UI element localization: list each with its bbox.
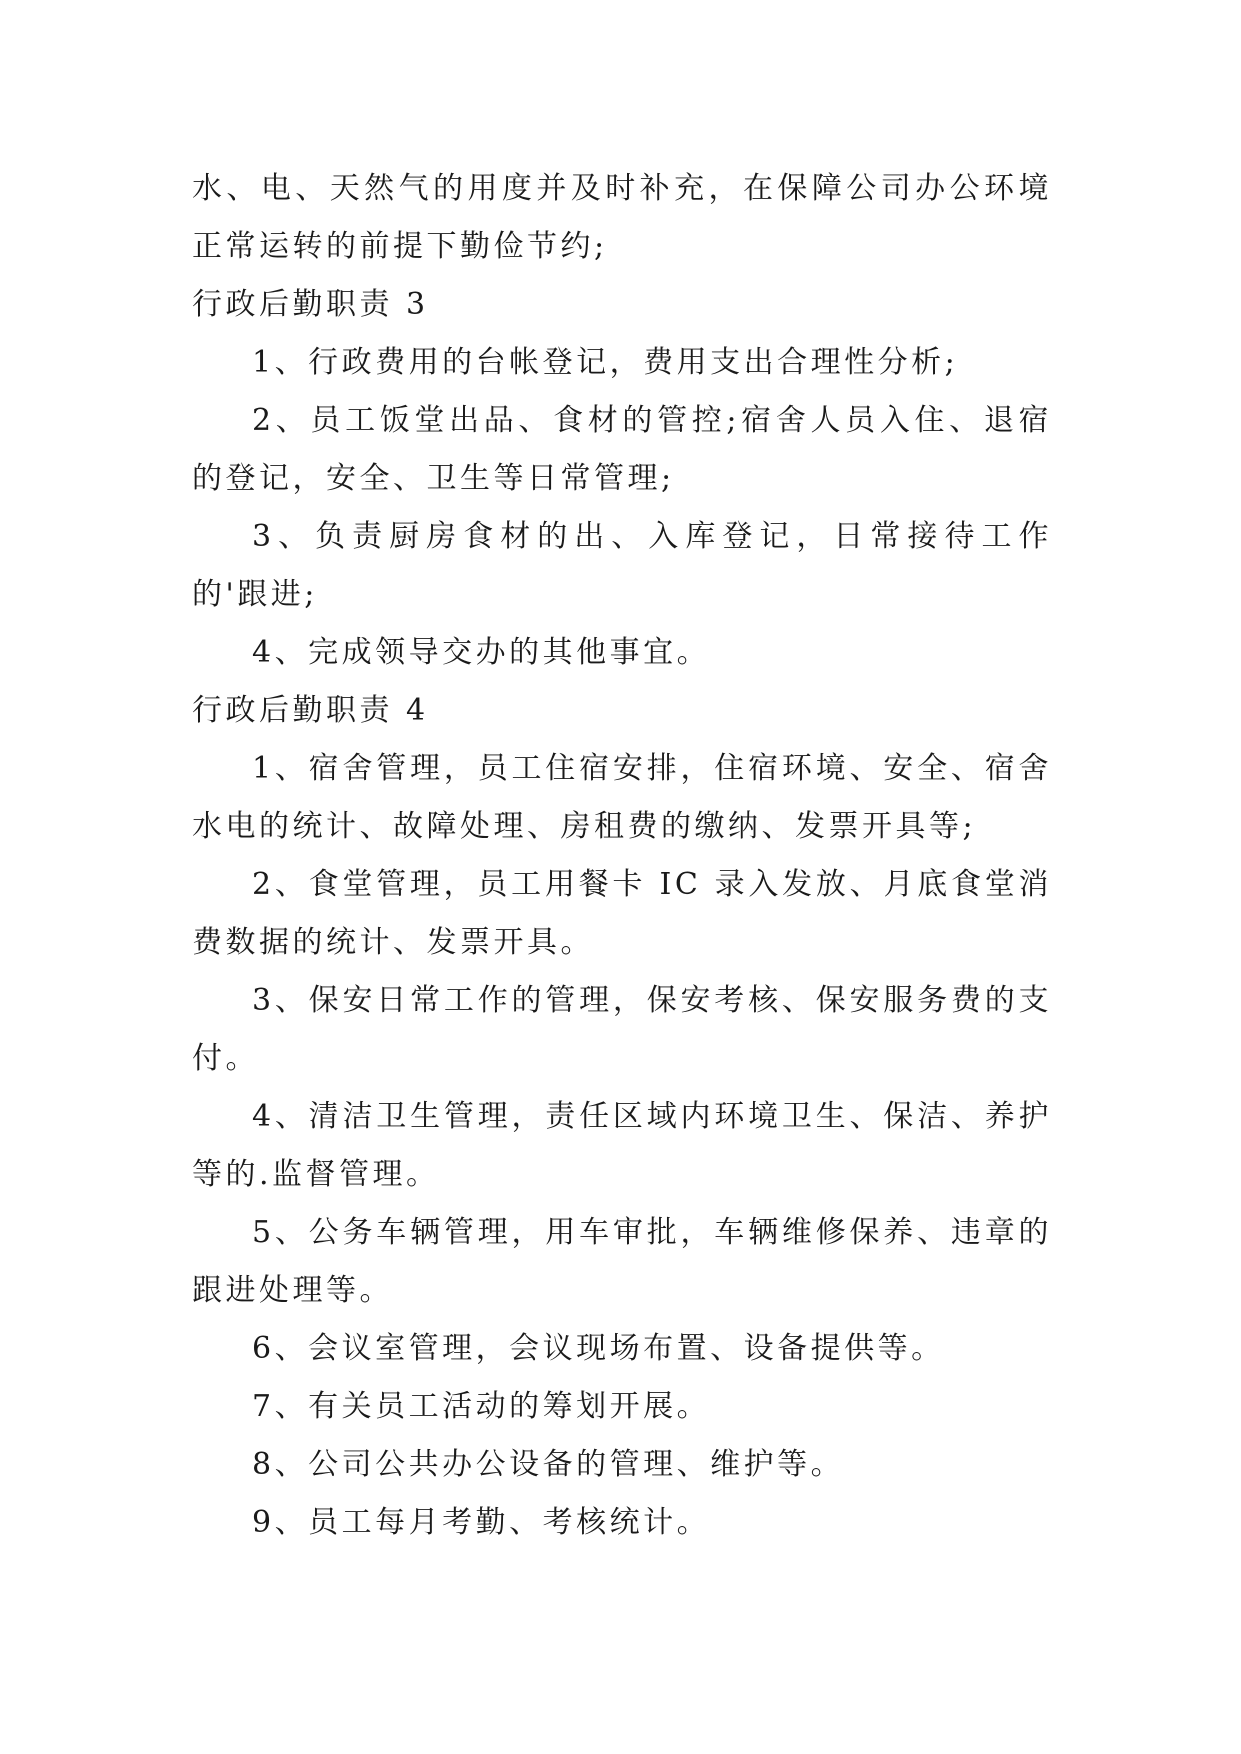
list-item: 6、会议室管理，会议现场布置、设备提供等。 — [252, 1331, 945, 1366]
list-item: 4、清洁卫生管理，责任区域内环境卫生、保洁、养护等的.监督管理。 — [192, 1099, 1052, 1192]
section-heading-3: 行政后勤职责 3 — [192, 287, 429, 322]
list-item: 8、公司公共办公设备的管理、维护等。 — [252, 1447, 845, 1482]
list-item: 9、员工每月考勤、考核统计。 — [252, 1505, 711, 1540]
paragraph-continuation: 水、电、天然气的用度并及时补充，在保障公司办公环境正常运转的前提下勤俭节约; — [192, 171, 1052, 264]
list-item: 3、保安日常工作的管理，保安考核、保安服务费的支付。 — [192, 983, 1052, 1076]
list-item: 4、完成领导交办的其他事宜。 — [252, 635, 711, 670]
list-item: 7、有关员工活动的筹划开展。 — [252, 1389, 711, 1424]
list-item: 2、员工饭堂出品、食材的管控;宿舍人员入住、退宿的登记，安全、卫生等日常管理; — [192, 403, 1052, 496]
section-heading-4: 行政后勤职责 4 — [192, 693, 429, 728]
list-item: 1、宿舍管理，员工住宿安排，住宿环境、安全、宿舍水电的统计、故障处理、房租费的缴纳、发票开具等; — [192, 751, 1052, 844]
list-item: 2、食堂管理，员工用餐卡 IC 录入发放、月底食堂消费数据的统计、发票开具。 — [192, 867, 1052, 960]
list-item: 3、负责厨房食材的出、入库登记，日常接待工作的'跟进; — [192, 519, 1052, 612]
list-item: 5、公务车辆管理，用车审批，车辆维修保养、违章的跟进处理等。 — [192, 1215, 1052, 1308]
list-item: 1、行政费用的台帐登记，费用支出合理性分析; — [252, 345, 959, 380]
document-body — [192, 160, 1052, 1552]
